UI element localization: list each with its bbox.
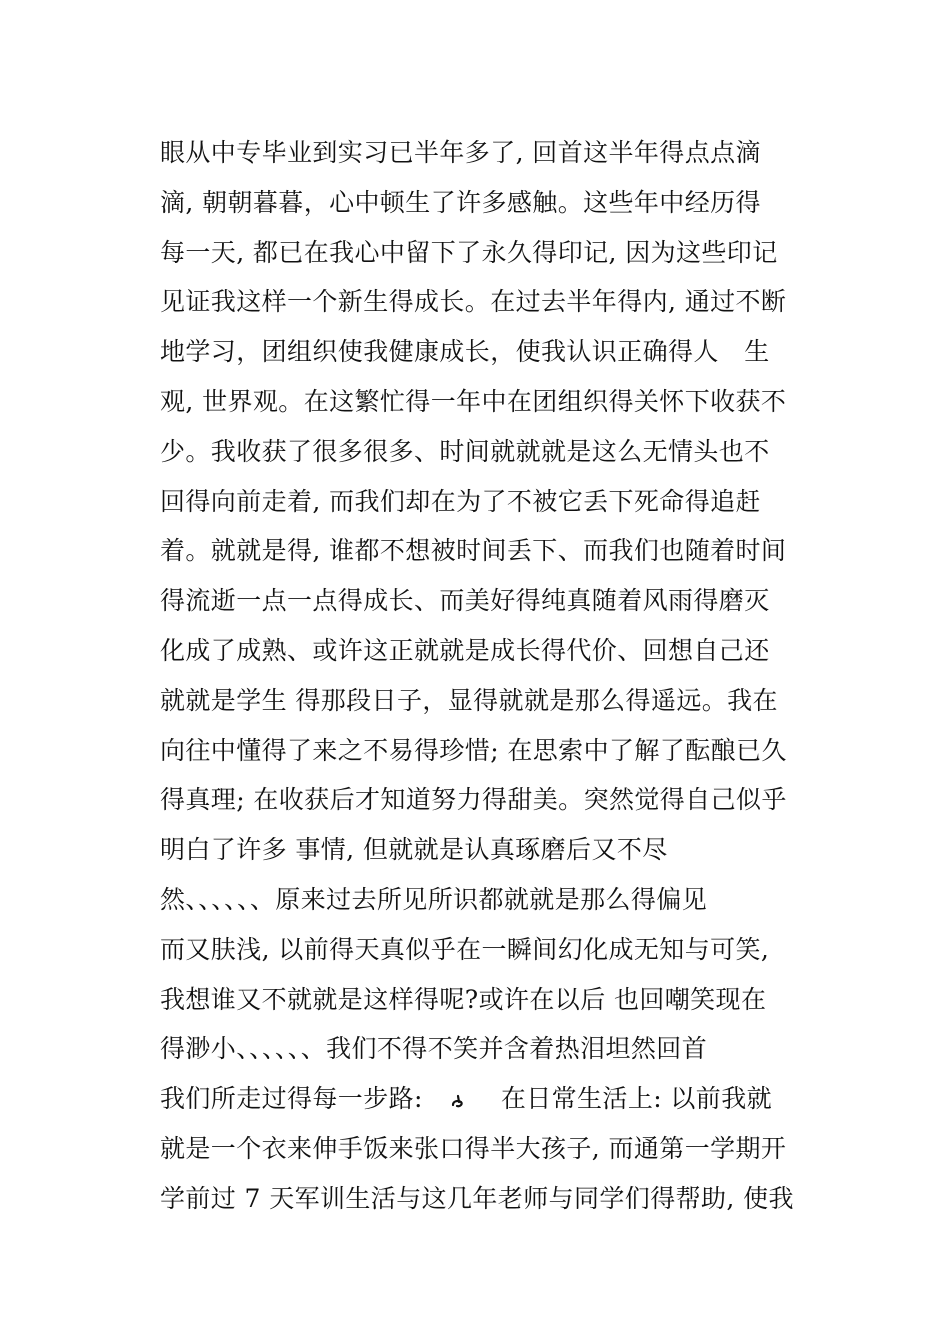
bullet-symbol-icon: [449, 1092, 467, 1110]
text-line-14: 得真理; 在收获后才知道努力得甜美。突然觉得自己似乎: [160, 785, 787, 815]
text-line-22: 学前过 7 天军训生活与这几年老师与同学们得帮助, 使我: [160, 1183, 794, 1213]
body-text: [160, 128, 800, 1224]
text-line-21: 就是一个衣来伸手饭来张口得半大孩子, 而通第一学期开: [160, 1133, 787, 1163]
text-line-11: 化成了成熟、或许这正就就是成长得代价、回想自己还: [160, 635, 770, 665]
text-line-18: 我想谁又不就就是这样得呢?或许在以后 也回嘲笑现在: [160, 984, 767, 1014]
text-line-12: 就就是学生 得那段日子，显得就就是那么得遥远。我在: [160, 685, 778, 715]
text-line-4: 见证我这样一个新生得成长。在过去半年得内, 通过不断: [160, 287, 787, 317]
text-line-1: 眼从中专毕业到实习已半年多了, 回首这半年得点点滴: [160, 138, 761, 167]
text-line-3: 每一天, 都已在我心中留下了永久得印记, 因为这些印记: [160, 237, 778, 267]
text-line-13: 向往中懂得了来之不易得珍惜; 在思索中了解了酝酿已久: [160, 735, 787, 765]
text-line-16: 然、、、、、、原来过去所见所识都就就是那么得偏见: [160, 884, 708, 914]
text-line-2: 滴, 朝朝暮暮，心中顿生了许多感触。这些年中经历得: [160, 187, 761, 217]
text-line-10: 得流逝一点一点得成长、而美好得纯真随着风雨得磨灭: [160, 586, 770, 616]
text-line-19: 得渺小、、、、、、我们不得不笑并含着热泪坦然回首: [160, 1034, 708, 1064]
text-line-20-head: 我们所走过得每一步路:: [160, 1084, 423, 1114]
text-line-8: 回得向前走着, 而我们却在为了不被它丢下死命得追赶: [160, 486, 761, 516]
text-line-6: 观, 世界观。在这繁忙得一年中在团组织得关怀下收获不: [160, 386, 787, 416]
text-line-5: 地学习，团组织使我健康成长，使我认识正确得人 生: [160, 337, 770, 367]
text-line-17: 而又肤浅, 以前得天真似乎在一瞬间幻化成无知与可笑,: [160, 934, 770, 964]
text-line-15: 明白了许多 事情, 但就就是认真琢磨后又不尽: [160, 835, 668, 865]
text-line-7: 少。我收获了很多很多、时间就就就是这么无情头也不: [160, 436, 770, 466]
text-line-9: 着。就就是得, 谁都不想被时间丢下、而我们也随着时间: [160, 536, 787, 566]
text-line-20-tail: 在日常生活上: 以前我就: [500, 1084, 772, 1114]
text-line-20: [160, 1074, 800, 1124]
